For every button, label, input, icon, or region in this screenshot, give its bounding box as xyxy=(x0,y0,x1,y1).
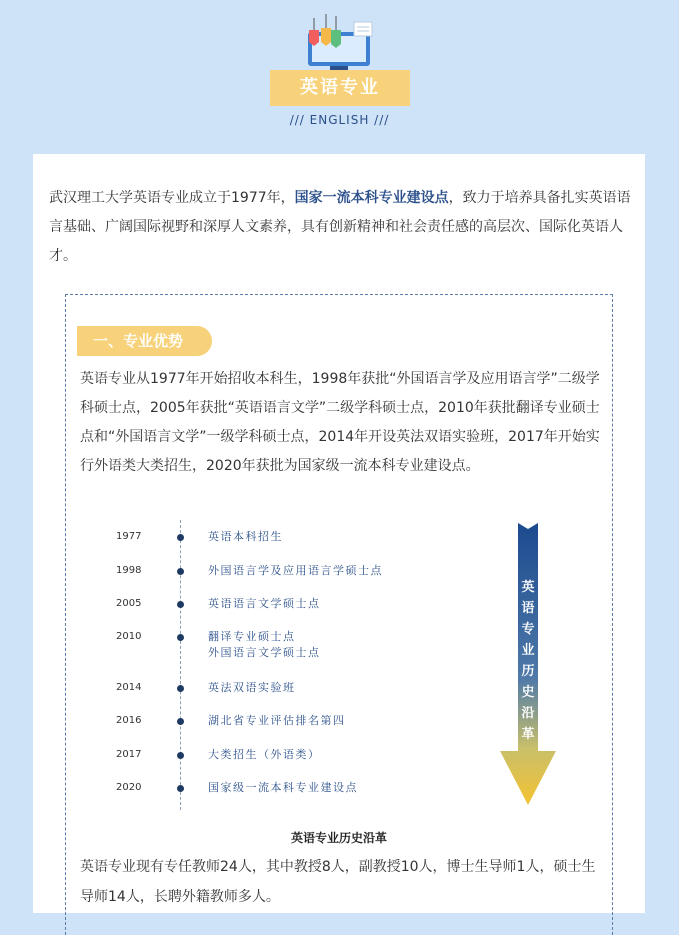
arrow-label xyxy=(498,577,558,745)
timeline-dot xyxy=(177,534,184,541)
faculty-paragraph: 英语专业现有专任教师24人，其中教授8人，副教授10人，博士生导师1人，硕士生导师14人，长聘外籍教师多人。 xyxy=(80,859,596,905)
timeline-row xyxy=(116,714,536,734)
timeline-event: 英法双语实验班 xyxy=(208,681,296,694)
timeline-year: 2005 xyxy=(116,598,142,609)
intro-paragraph xyxy=(49,184,631,271)
timeline-event: 大类招生（外语类） xyxy=(208,748,321,761)
timeline-year: 1977 xyxy=(116,531,142,542)
timeline-dot xyxy=(177,601,184,608)
timeline-event: 英语语言文学硕士点 xyxy=(208,597,321,610)
page-title: 英语专业 xyxy=(270,70,410,106)
timeline-dot xyxy=(177,752,184,759)
timeline-year: 2016 xyxy=(116,715,142,726)
timeline-event: 国家级一流本科专业建设点 xyxy=(208,781,358,794)
timeline-event: 翻译专业硕士点 xyxy=(208,630,296,643)
timeline-dot xyxy=(177,785,184,792)
advantages-paragraph: 英语专业从1977年开始招收本科生，1998年获批“外国语言学及应用语言学”二级学科硕士点，2005年获批“英语语言文学”二级学科硕士点，2010年获批翻译专业硕士点和“外国语言文学”一级学科硕士点，2014年开设英法双语实验班，2017年开始实行外语类大类招生，2020年获批为国家级一流本科专业建设点。 xyxy=(80,371,600,474)
intro-text-after: ，致力于培养具备扎实英语语言基础、广阔国际视野和深厚人文素养，具有创新精神和社会责任感的高层次、国际化英语人才。 xyxy=(49,190,631,264)
timeline-row xyxy=(116,681,536,701)
page-header xyxy=(0,0,679,150)
timeline-caption: 英语专业历史沿革 xyxy=(290,831,387,845)
timeline-row xyxy=(116,630,536,664)
history-timeline xyxy=(116,520,536,810)
advantages-section xyxy=(65,294,613,935)
timeline-row xyxy=(116,748,536,768)
timeline-year: 1998 xyxy=(116,565,142,576)
timeline-event: 外国语言学及应用语言学硕士点 xyxy=(208,564,383,577)
timeline-row xyxy=(116,530,536,550)
timeline-event: 英语本科招生 xyxy=(208,530,283,543)
page-subtitle: /// ENGLISH /// xyxy=(289,113,390,127)
timeline-dot xyxy=(177,718,184,725)
timeline-row xyxy=(116,781,536,801)
timeline-year: 2020 xyxy=(116,782,142,793)
timeline-dot xyxy=(177,568,184,575)
timeline-year: 2014 xyxy=(116,682,142,693)
arrow-label-text: 英语专业历史沿革 xyxy=(521,580,535,742)
intro-highlight: 国家一流本科专业建设点 xyxy=(294,190,449,206)
timeline-row xyxy=(116,564,536,584)
timeline-event: 湖北省专业评估排名第四 xyxy=(208,714,346,727)
content-card xyxy=(33,154,645,913)
timeline-event-line2: 外国语言文学硕士点 xyxy=(208,646,321,659)
timeline-dot xyxy=(177,685,184,692)
timeline-row xyxy=(116,597,536,617)
monitor-tags-icon xyxy=(300,12,380,72)
timeline-dot xyxy=(177,634,184,641)
section-heading: 一、专业优势 xyxy=(77,326,212,356)
timeline-year: 2017 xyxy=(116,749,142,760)
timeline-year: 2010 xyxy=(116,631,142,642)
intro-text-before: 武汉理工大学英语专业成立于1977年， xyxy=(49,190,295,206)
